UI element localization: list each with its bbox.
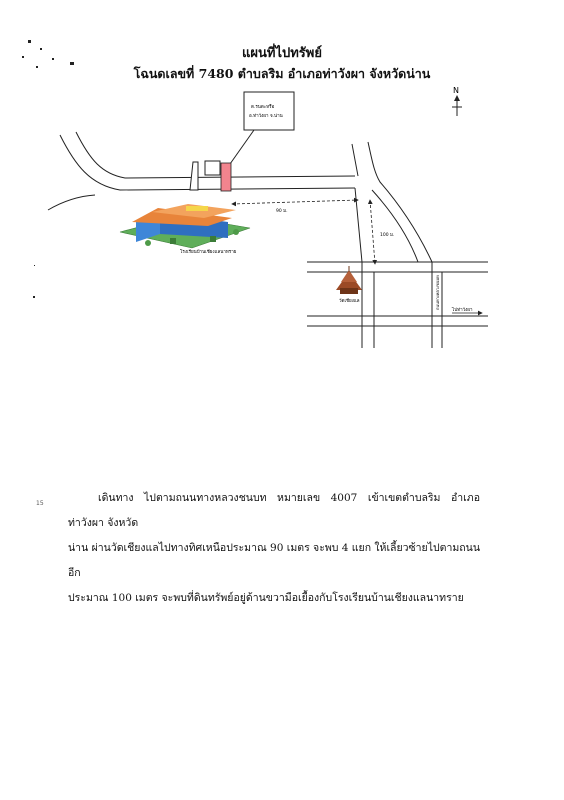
distance-line-vertical [370, 200, 375, 264]
temple-label: วัดเชียงแล [339, 299, 360, 304]
village-street-grid [307, 262, 488, 348]
description-line-3: ประมาณ 100 เมตร จะพบที่ดินทรัพย์อยู่ด้านขวามือเยื้องกับโรงเรียนบ้านเชียงแลนาทราย [68, 592, 464, 604]
school-label: โรงเรียนบ้านเชียงแลนาทราย [180, 250, 237, 255]
north-label: N [453, 86, 459, 95]
description-line-1: เดินทาง ไปตามถนนทางหลวงชนบท หมายเลข 4007 เข้าเขตตำบลริม อำเภอท่าวังผา จังหวัด [68, 492, 480, 529]
distance-label-horizontal: 90 ม. [276, 209, 288, 214]
main-road [48, 132, 355, 210]
page-mark: 15 [36, 500, 44, 507]
description-line [68, 536, 480, 586]
property-callout [230, 92, 294, 164]
direction-label: ไปท่าวังผา [452, 308, 473, 313]
description-line [68, 486, 480, 536]
description-line-2: น่าน ผ่านวัดเชียงแลไปทางทิศเหนือประมาณ 90 เมตร จะพบ 4 แยก ให้เลี้ยวซ้ายไปตามถนนอีก [68, 542, 480, 579]
location-map [0, 80, 564, 380]
neighbor-plots [190, 161, 220, 190]
map-title: แผนที่ไปทรัพย์ [242, 46, 322, 61]
route-description [68, 486, 480, 611]
north-south-road [352, 142, 432, 262]
property-label-line1: ต.รนตะหรือ [251, 105, 275, 110]
property-label-line2: อ.ท่าวังผา จ.น่าน [249, 114, 283, 119]
vertical-road-label: ถนนทางหลวงชนบท [435, 275, 440, 310]
temple-icon [336, 266, 362, 294]
school-building-icon [120, 204, 250, 248]
distance-label-vertical: 100 ม. [380, 233, 395, 238]
map-subtitle: โฉนดเลขที่ 7480 ตำบลริม อำเภอท่าวังผา จังหวัดน่าน [133, 66, 431, 81]
distance-line-horizontal [232, 200, 358, 204]
north-arrow-icon [452, 86, 462, 116]
description-line [68, 586, 480, 611]
subject-property [221, 163, 231, 191]
